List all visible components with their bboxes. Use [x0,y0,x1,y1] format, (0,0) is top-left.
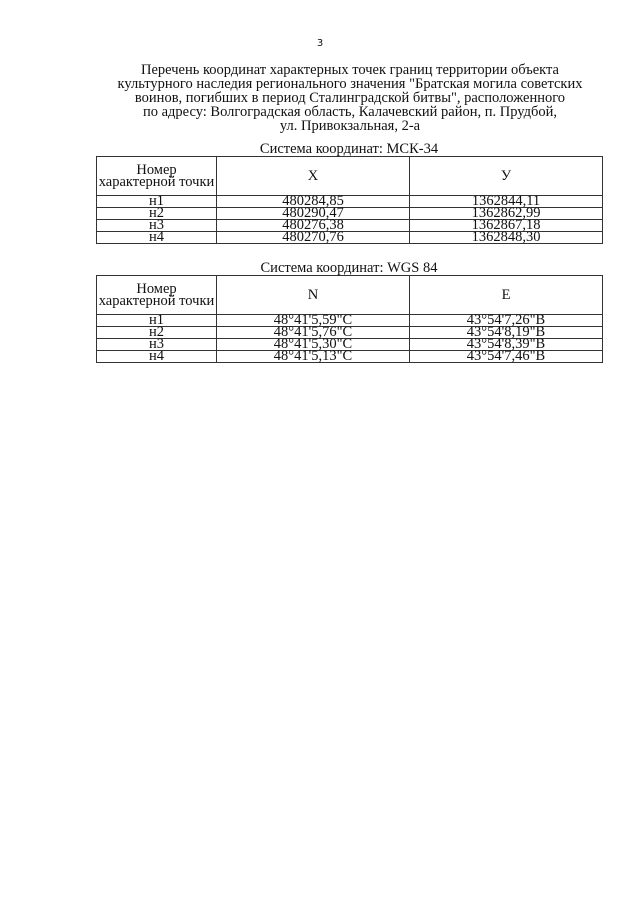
point-id: н4 [97,232,217,244]
table-header-row [97,157,603,196]
y-value: 1362862,99 [410,208,603,220]
y-value: 1362848,30 [410,232,603,244]
header-e: E [410,276,603,315]
coordinates-table-wgs84 [96,275,603,363]
table-header-row [97,276,603,315]
page-number: 3 [316,38,324,49]
header-x: X [217,157,410,196]
title-line: воинов, погибших в период Сталинградской битвы", расположенного [134,90,566,106]
point-id: н1 [97,196,217,208]
coordinates-table-msk34 [96,156,603,244]
point-id: н2 [97,208,217,220]
title-line: по адресу: Волгоградская область, Калачевский район, п. Прудбой, [142,104,558,120]
title-line: культурного наследия регионального значения "Братская могила советских [117,76,583,92]
document-title [100,63,600,133]
table-caption-wgs84: Система координат: WGS 84 [260,260,438,276]
point-id: н4 [97,351,217,363]
longitude-value: 43°54'8,19"В [410,327,603,339]
latitude-value: 48°41'5,30"С [217,339,410,351]
point-id: н3 [97,220,217,232]
table-row [97,351,603,363]
latitude-value: 48°41'5,13"С [217,351,410,363]
longitude-value: 43°54'7,46"В [410,351,603,363]
title-line: ул. Привокзальная, 2-а [279,118,421,134]
point-id: н1 [97,315,217,327]
point-id: н3 [97,339,217,351]
header-n: N [217,276,410,315]
table-caption-msk34: Система координат: МСК-34 [259,141,439,157]
y-value: 1362867,18 [410,220,603,232]
longitude-value: 43°54'7,26"В [410,315,603,327]
x-value: 480284,85 [217,196,410,208]
x-value: 480276,38 [217,220,410,232]
latitude-value: 48°41'5,59"С [217,315,410,327]
point-id: н2 [97,327,217,339]
header-y: У [410,157,603,196]
header-point-number: Номер характерной точки [97,157,217,196]
title-line: Перечень координат характерных точек границ территории объекта [141,62,559,78]
x-value: 480270,76 [217,232,410,244]
latitude-value: 48°41'5,76"С [217,327,410,339]
header-point-number: Номер характерной точки [97,276,217,315]
x-value: 480290,47 [217,208,410,220]
table-row [97,232,603,244]
y-value: 1362844,11 [410,196,603,208]
longitude-value: 43°54'8,39"В [410,339,603,351]
